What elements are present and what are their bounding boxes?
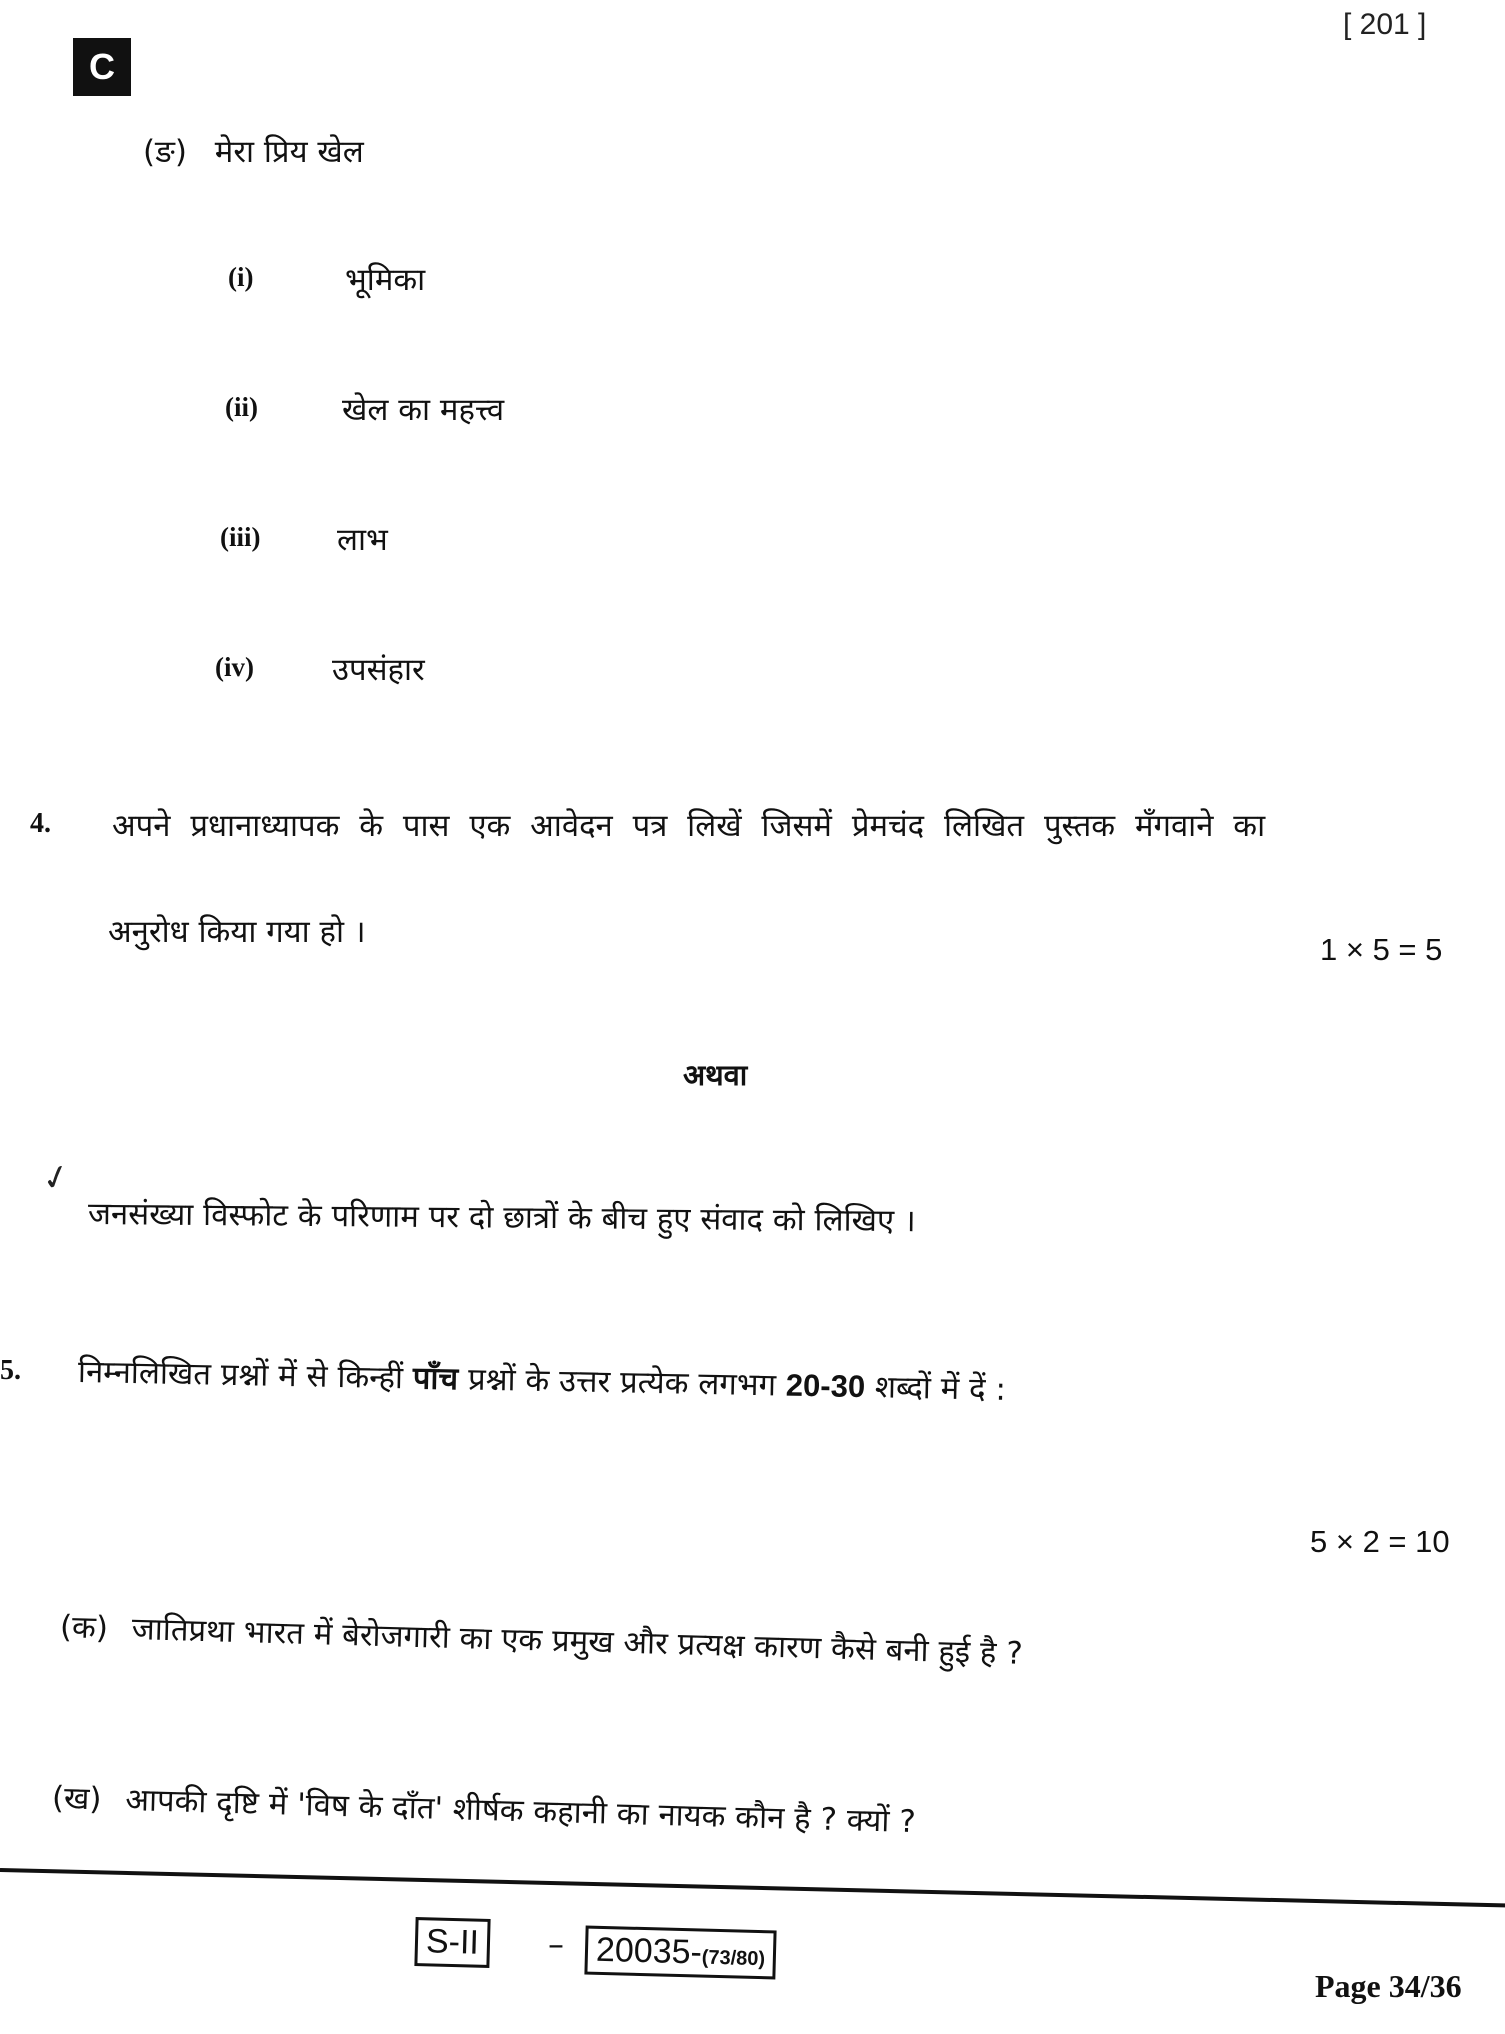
question-5-marks: 5 × 2 = 10 xyxy=(1310,1524,1450,1559)
essay-topic-title: मेरा प्रिय खेल xyxy=(214,134,364,170)
question-number: 4. xyxy=(30,808,51,839)
point-label: (i) xyxy=(228,262,254,292)
page-code: [ 201 ] xyxy=(1343,8,1427,41)
paper-code: 20035- xyxy=(595,1930,703,1972)
paper-code-box xyxy=(584,1926,776,1980)
question-4-line2: अनुरोध किया गया हो । xyxy=(108,914,366,950)
essay-point-text: लाभ xyxy=(337,522,388,558)
check-mark-icon: ✓ xyxy=(37,1154,76,1202)
instruction-bold-word: पाँच xyxy=(412,1360,459,1398)
point-label: (iii) xyxy=(220,522,261,552)
sub-question xyxy=(51,1776,916,1842)
sub-question xyxy=(59,1605,1023,1674)
essay-point xyxy=(215,652,254,683)
essay-point xyxy=(225,392,258,423)
instruction-word-range: 20-30 xyxy=(785,1367,866,1405)
set-code-badge: C xyxy=(73,38,131,96)
series-box: S-II xyxy=(414,1917,490,1968)
essay-point-text: उपसंहार xyxy=(332,652,425,688)
essay-point xyxy=(228,262,253,293)
sub-question-label: (ख) xyxy=(51,1780,103,1818)
footer-divider xyxy=(0,1868,1505,1908)
footer-dash: – xyxy=(548,1925,564,1963)
sub-question-label: (क) xyxy=(59,1609,109,1647)
point-label: (iv) xyxy=(215,652,254,682)
essay-point xyxy=(220,522,261,553)
question-4-line1: अपने प्रधानाध्यापक के पास एक आवेदन पत्र लिखें जिसमें प्रेमचंद लिखित पुस्तक मँगवाने का xyxy=(112,808,1266,844)
paper-sub-code: (73/80) xyxy=(701,1946,766,1971)
instruction-text: निम्नलिखित प्रश्नों में से किन्हीं xyxy=(77,1354,414,1397)
essay-topic-label: (ङ) xyxy=(143,134,187,170)
essay-topic xyxy=(143,130,364,172)
question-number: 5. xyxy=(0,1355,21,1386)
essay-point-text: भूमिका xyxy=(345,262,426,298)
sub-question-text: आपकी दृष्टि में 'विष के दाँत' शीर्षक कहानी का नायक कौन है ? क्यों ? xyxy=(124,1782,917,1841)
point-label: (ii) xyxy=(225,392,258,422)
or-label: अथवा xyxy=(683,1058,748,1092)
question-5-instruction xyxy=(78,1350,1007,1410)
page-number: Page 34/36 xyxy=(1315,1968,1462,2004)
question-4-marks: 1 × 5 = 5 xyxy=(1320,932,1443,967)
sub-question-text: जातिप्रथा भारत में बेरोजगारी का एक प्रमुख और प्रत्यक्ष कारण कैसे बनी हुई है ? xyxy=(131,1611,1024,1672)
instruction-text: शब्दों में दें : xyxy=(864,1369,1007,1408)
essay-point-text: खेल का महत्त्व xyxy=(342,392,505,428)
instruction-text: प्रश्नों के उत्तर प्रत्येक लगभग xyxy=(457,1361,787,1404)
question-4-alternative: जनसंख्या विस्फोट के परिणाम पर दो छात्रों के बीच हुए संवाद को लिखिए । xyxy=(87,1196,916,1240)
